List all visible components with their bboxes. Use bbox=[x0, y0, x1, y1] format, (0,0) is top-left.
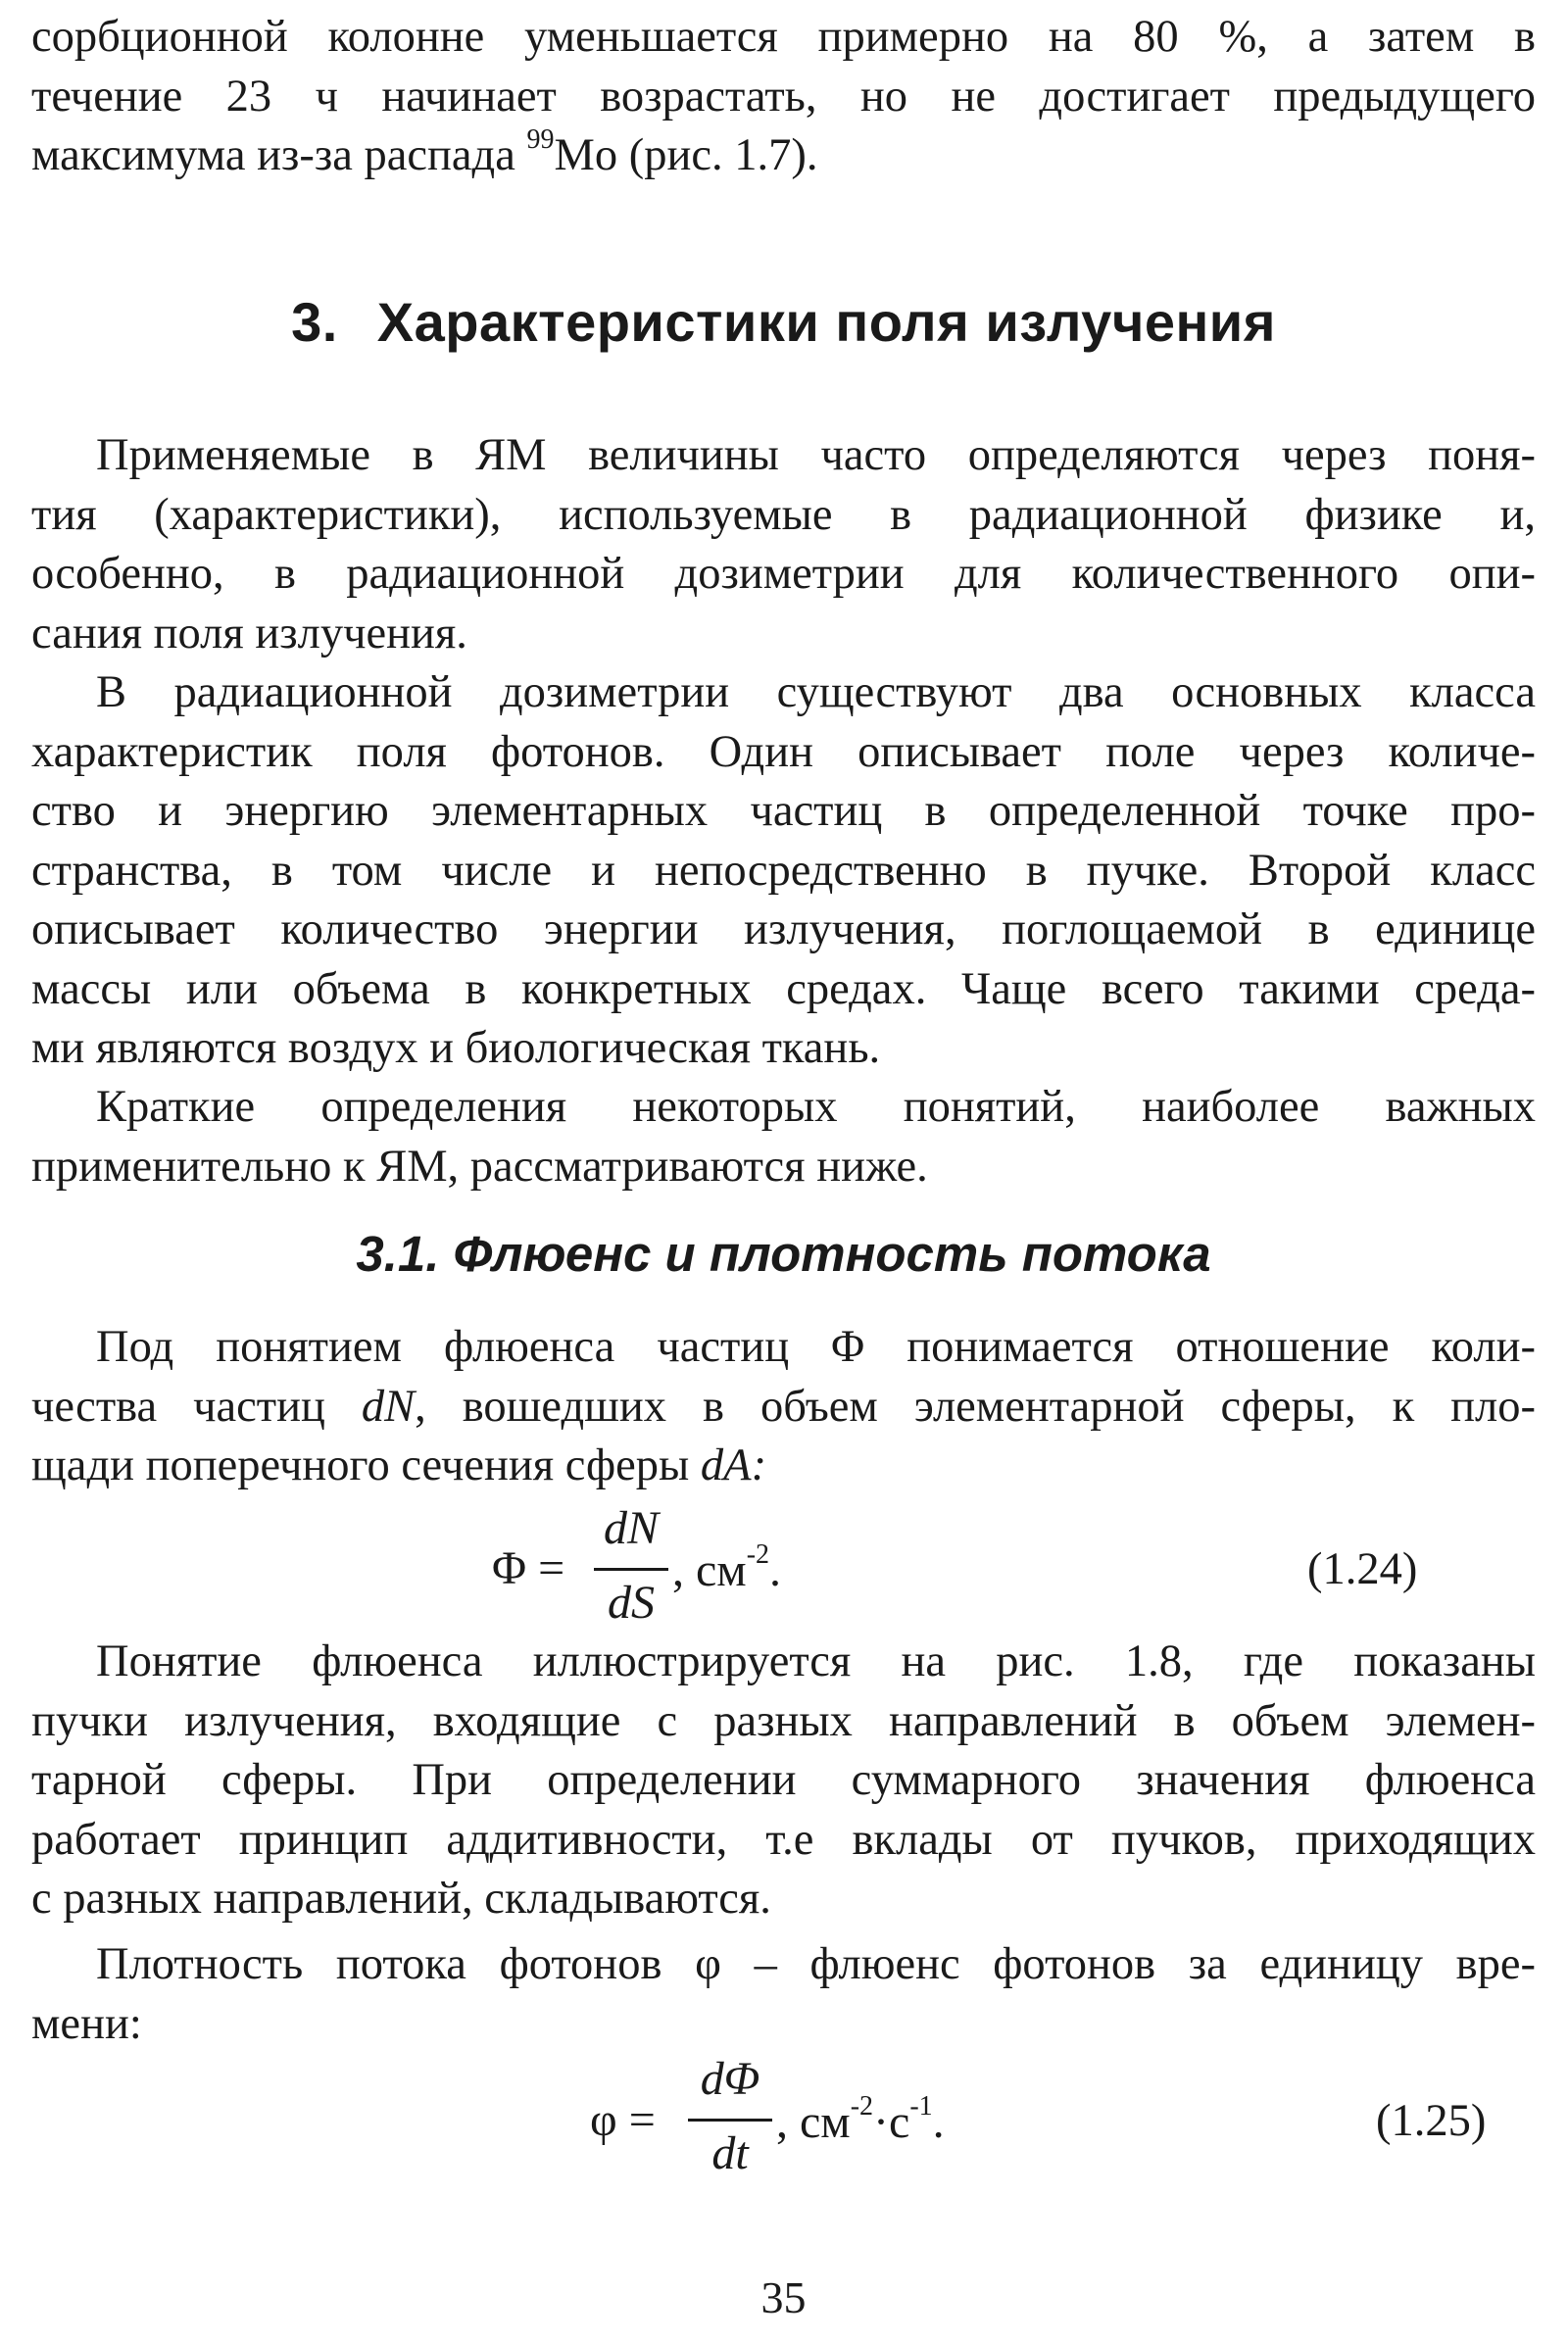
equation-unit bbox=[672, 1539, 782, 1597]
fraction bbox=[688, 2052, 772, 2189]
unit-exponent: -2 bbox=[746, 1539, 770, 1570]
equation-lhs: φ = bbox=[590, 2094, 656, 2146]
text-line: ми являются воздух и биологическая ткань. bbox=[31, 1023, 881, 1073]
text-line: течение 23 ч начинает возрастать, но не достигает предыдущего bbox=[31, 71, 1536, 122]
text-line: характеристик поля фотонов. Один описывает поле через количе- bbox=[31, 726, 1536, 777]
text-fragment: Mo (рис. 1.7). bbox=[554, 130, 818, 180]
text-line: Плотность потока фотонов φ – флюенс фотонов за единицу вре- bbox=[96, 1939, 1536, 1989]
fraction-bar bbox=[594, 1568, 668, 1571]
top-paragraph bbox=[31, 8, 1536, 186]
text-line: Понятие флюенса иллюстрируется на рис. 1.8, где показаны bbox=[96, 1636, 1536, 1686]
isotope-mass-number: 99 bbox=[526, 123, 555, 155]
numerator: dΦ bbox=[700, 2053, 760, 2105]
section-heading bbox=[31, 290, 1536, 354]
text-line: описывает количество энергии излучения, поглощаемой в единице bbox=[31, 904, 1536, 954]
text-line: мени: bbox=[31, 1998, 142, 2049]
variable: dN bbox=[361, 1381, 416, 1432]
section-number: 3. bbox=[291, 291, 338, 353]
denominator: dt bbox=[711, 2127, 749, 2179]
text-fragment: максимума из-за распада bbox=[31, 130, 527, 180]
text-line: странства, в том числе и непосредственно в пучке. Второй класс bbox=[31, 845, 1536, 896]
text-line: тарной сферы. При определении суммарного значения флюенса bbox=[31, 1755, 1536, 1805]
text-line: В радиационной дозиметрии существуют два основных класса bbox=[96, 667, 1536, 717]
text-line: пучки излучения, входящие с разных направлений в объем элемен- bbox=[31, 1695, 1536, 1746]
numerator: dN bbox=[603, 1502, 659, 1554]
equation-number: (1.25) bbox=[1376, 2096, 1487, 2146]
text-line bbox=[31, 1437, 1536, 1496]
text-fragment: чества частиц bbox=[31, 1381, 362, 1432]
text-line: Применяемые в ЯМ величины часто определяются через поня- bbox=[96, 430, 1536, 480]
fraction bbox=[594, 1501, 668, 1634]
text-line: сорбционной колонне уменьшается примерно на 80 %, а затем в bbox=[31, 12, 1536, 62]
text-line: сания поля излучения. bbox=[31, 608, 467, 659]
text-line: особенно, в радиационной дозиметрии для количественного опи- bbox=[31, 549, 1536, 599]
section-title: Характеристики поля излучения bbox=[376, 291, 1276, 353]
text-line bbox=[31, 1378, 1536, 1438]
fluence-paragraph bbox=[31, 1318, 1536, 1496]
flux-density-paragraph bbox=[31, 1935, 1536, 2054]
unit-exponent: -2 bbox=[850, 2091, 874, 2122]
unit-text: , см bbox=[776, 2096, 851, 2148]
text-fragment: : bbox=[751, 1440, 767, 1490]
text-fragment: , вошедших в объем элементарной сферы, к пло- bbox=[415, 1381, 1536, 1432]
denominator: dS bbox=[608, 1577, 655, 1629]
text-fragment: щади поперечного сечения сферы bbox=[31, 1440, 701, 1490]
text-line: ство и энергию элементарных частиц в определенной точке про- bbox=[31, 786, 1536, 836]
text-line: применительно к ЯМ, рассматриваются ниже. bbox=[31, 1141, 928, 1192]
page-number: 35 bbox=[760, 2272, 807, 2322]
fluence-illustration-paragraph bbox=[31, 1633, 1536, 1929]
section3-paragraph-1 bbox=[31, 426, 1536, 663]
document-page bbox=[31, 0, 1536, 2342]
unit-text: , см bbox=[672, 1544, 747, 1596]
text-line: с разных направлений, складываются. bbox=[31, 1874, 771, 1924]
fraction-bar bbox=[688, 2119, 772, 2122]
subsection-heading: 3.1. Флюенс и плотность потока bbox=[356, 1226, 1211, 1282]
unit-text: . bbox=[769, 1544, 782, 1596]
text-line: работает принцип аддитивности, т.е вклады от пучков, приходящих bbox=[31, 1814, 1536, 1865]
section3-paragraph-2 bbox=[31, 663, 1536, 1079]
variable: dA bbox=[700, 1440, 752, 1490]
text-line: Краткие определения некоторых понятий, наиболее важных bbox=[96, 1082, 1536, 1132]
text-line: Под понятием флюенса частиц Φ понимается отношение коли- bbox=[96, 1322, 1536, 1372]
equation-lhs: Φ = bbox=[492, 1542, 565, 1594]
unit-text: ·с bbox=[873, 2096, 910, 2148]
text-line: тия (характеристики), используемые в радиационной физике и, bbox=[31, 489, 1536, 540]
equation-unit bbox=[776, 2091, 945, 2149]
text-line bbox=[31, 123, 1536, 186]
equation-number: (1.24) bbox=[1307, 1544, 1418, 1594]
section3-paragraph-3 bbox=[31, 1078, 1536, 1196]
unit-exponent: -1 bbox=[909, 2091, 933, 2122]
unit-text: . bbox=[932, 2096, 945, 2148]
text-line: массы или объема в конкретных средах. Чаще всего такими среда- bbox=[31, 963, 1536, 1014]
